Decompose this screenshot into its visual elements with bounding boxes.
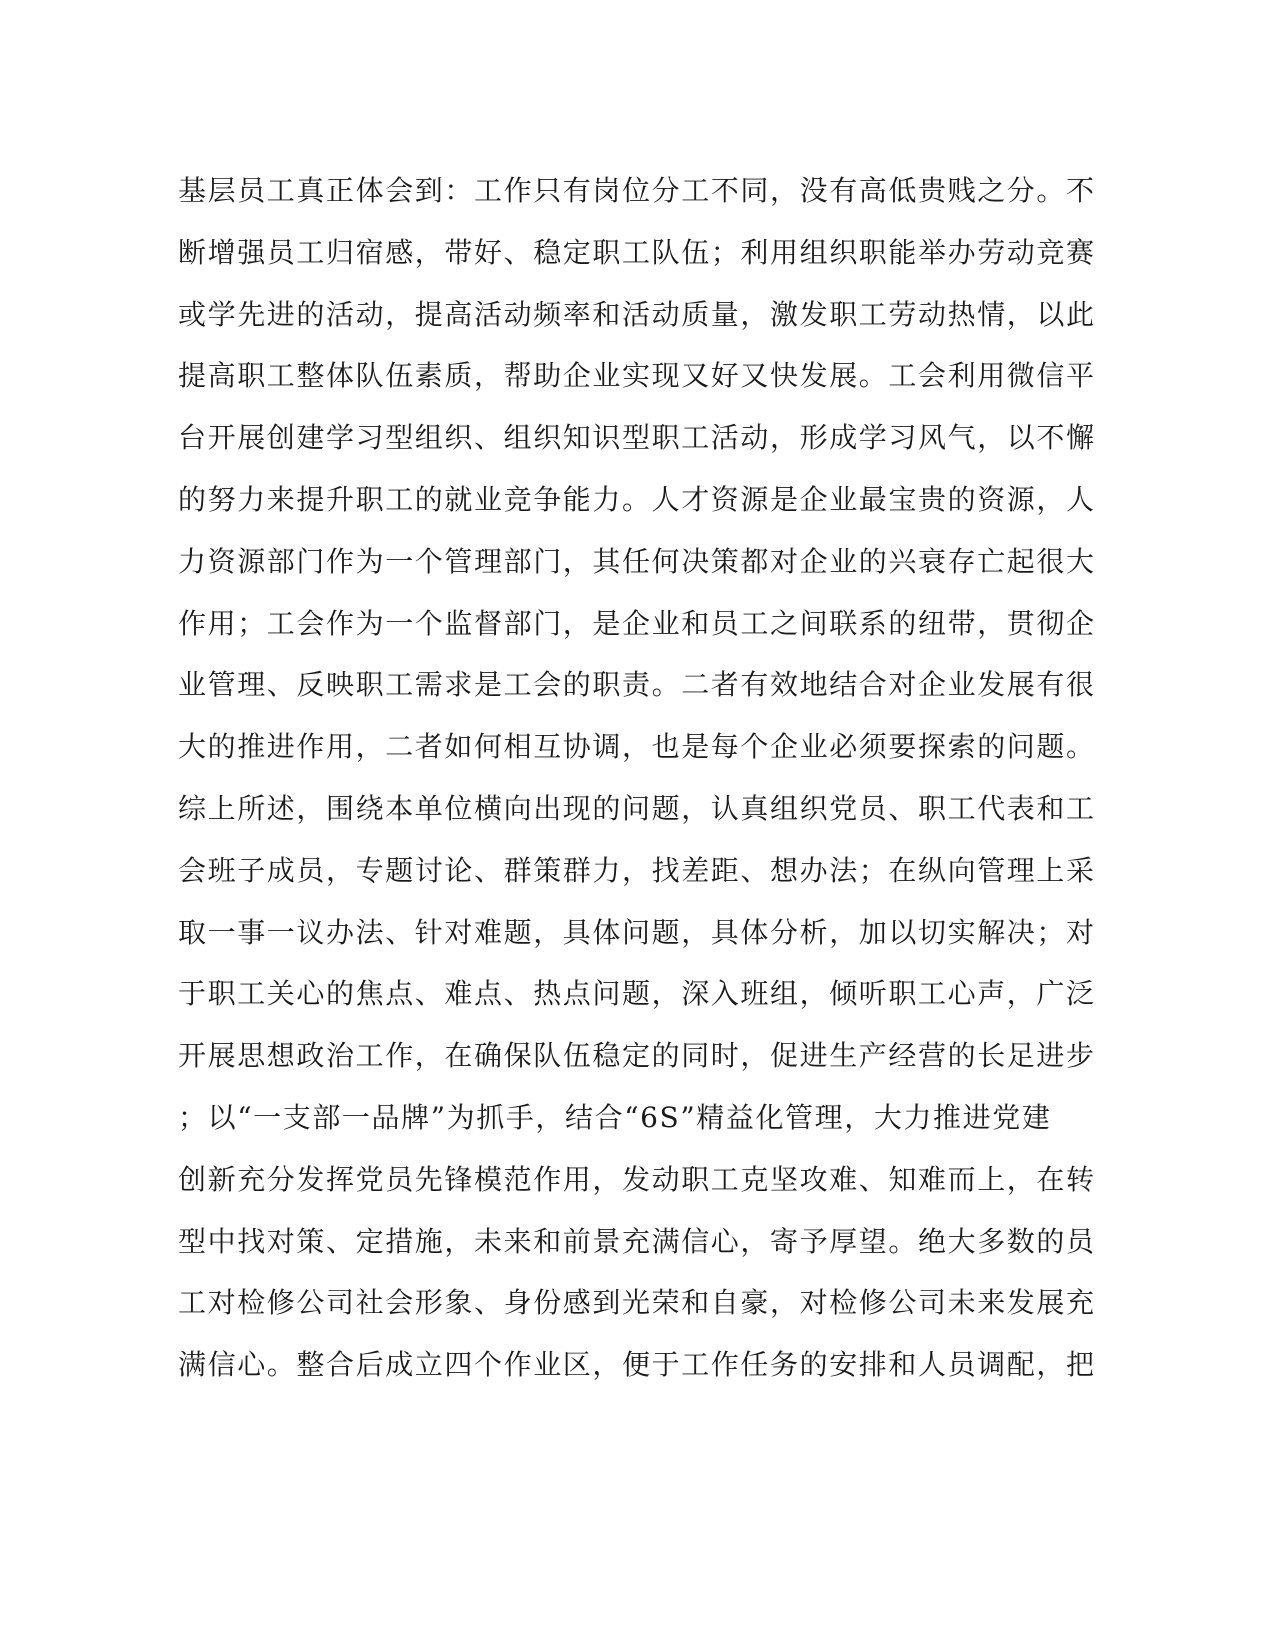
text-line: 综上所述，围绕本单位横向出现的问题，认真组织党员、职工代表和工 [178, 791, 1096, 825]
text-line: 会班子成员，专题讨论、群策群力，找差距、想办法；在纵向管理上采 [178, 853, 1096, 887]
text-line: 作用；工会作为一个监督部门，是企业和员工之间联系的纽带，贯彻企 [178, 606, 1096, 640]
text-line: ；以“一支部一品牌”为抓手，结合“6S”精益化管理，大力推进党建 [178, 1100, 1052, 1134]
text-line: 取一事一议办法、针对难题，具体问题，具体分析，加以切实解决；对 [178, 915, 1096, 949]
text-line: 工对检修公司社会形象、身份感到光荣和自豪，对检修公司未来发展充 [178, 1286, 1096, 1320]
text-line: 提高职工整体队伍素质，帮助企业实现又好又快发展。工会利用微信平 [178, 359, 1096, 393]
text-line: 创新充分发挥党员先锋模范作用，发动职工克坚攻难、知难而上，在转 [178, 1162, 1096, 1196]
text-line: 的努力来提升职工的就业竞争能力。人才资源是企业最宝贵的资源，人 [178, 482, 1096, 516]
body-text [178, 160, 1096, 1396]
text-line: 力资源部门作为一个管理部门，其任何决策都对企业的兴衰存亡起很大 [178, 544, 1096, 578]
text-line: 或学先进的活动，提高活动频率和活动质量，激发职工劳动热情，以此 [178, 297, 1096, 331]
text-line: 满信心。整合后成立四个作业区，便于工作任务的安排和人员调配，把 [178, 1348, 1096, 1382]
text-line: 业管理、反映职工需求是工会的职责。二者有效地结合对企业发展有很 [178, 668, 1096, 702]
text-line: 于职工关心的焦点、难点、热点问题，深入班组，倾听职工心声，广泛 [178, 977, 1096, 1011]
text-line: 开展思想政治工作，在确保队伍稳定的同时，促进生产经营的长足进步 [178, 1039, 1096, 1073]
text-line: 台开展创建学习型组织、组织知识型职工活动，形成学习风气，以不懈 [178, 421, 1096, 455]
text-line: 大的推进作用，二者如何相互协调，也是每个企业必须要探索的问题。 [178, 730, 1096, 764]
text-line: 断增强员工归宿感，带好、稳定职工队伍；利用组织职能举办劳动竞赛 [178, 235, 1096, 269]
text-line: 型中找对策、定措施，未来和前景充满信心，寄予厚望。绝大多数的员 [178, 1224, 1096, 1258]
text-line: 基层员工真正体会到：工作只有岗位分工不同，没有高低贵贱之分。不 [178, 174, 1096, 207]
